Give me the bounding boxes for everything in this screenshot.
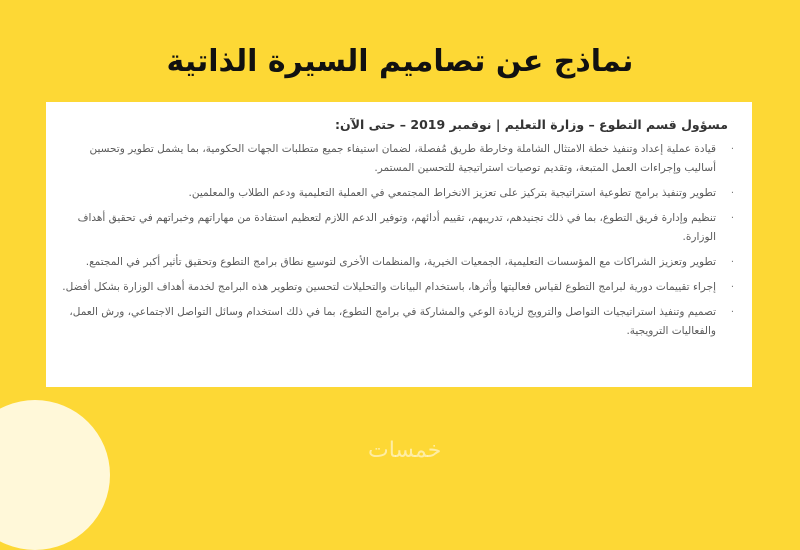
list-item-text: إجراء تقييمات دورية لبرامج التطوع لقياس فعاليتها وأثرها، باستخدام البيانات والتحليلات لتحسين وتطوير هذه البرامج لخدمة أهداف الوزارة بشكل أفضل.: [62, 281, 716, 293]
responsibilities-list: [60, 140, 734, 341]
list-item: [60, 303, 734, 341]
bullet-icon: ·: [730, 213, 734, 224]
list-item: [60, 140, 734, 178]
bullet-icon: ·: [730, 282, 734, 293]
list-item-text: تنظيم وإدارة فريق التطوع، بما في ذلك تجنيدهم، تدريبهم، تقييم أدائهم، وتوفير الدعم اللازم لتعظيم استفادة من مهاراتهم وخبراتهم في تحقيق أهداف الوزارة.: [77, 212, 716, 243]
job-heading: مسؤول قسم التطوع – وزارة التعليم | نوفمبر 2019 – حتى الآن:: [335, 117, 728, 132]
bullet-icon: ·: [730, 188, 734, 199]
list-item-text: قيادة عملية إعداد وتنفيذ خطة الامتثال الشاملة وخارطة طريق مُفصلة، لضمان استيفاء جميع متطلبات الجهات الحكومية، بما يشمل تطوير وتحسين أساليب وإجراءات العمل المتبعة، وتقديم توصيات استراتيجية للتحسين المستمر.: [89, 143, 716, 174]
list-item-text: تطوير وتنفيذ برامج تطوعية استراتيجية بتركيز على تعزيز الانخراط المجتمعي في العملية التعليمية ودعم الطلاب والمعلمين.: [188, 187, 716, 199]
list-item: [60, 184, 734, 203]
list-item-text: تصميم وتنفيذ استراتيجيات التواصل والترويج لزيادة الوعي والمشاركة في برامج التطوع، بما في ذلك استخدام وسائل التواصل الاجتماعي، ورش العمل، والفعاليات الترويجية.: [69, 306, 716, 337]
page-title: نماذج عن تصاميم السيرة الذاتية: [166, 44, 634, 79]
list-item-text: تطوير وتعزيز الشراكات مع المؤسسات التعليمية، الجمعيات الخيرية، والمنظمات الأخرى لتوسيع نطاق برامج التطوع وتحقيق تأثير أكبر في المجتمع.: [85, 256, 716, 268]
decorative-circle: [0, 400, 110, 550]
cv-sample-card: [46, 102, 752, 387]
bullet-icon: ·: [730, 257, 734, 268]
list-item: [60, 278, 734, 297]
bullet-icon: ·: [730, 144, 734, 155]
list-item: [60, 209, 734, 247]
list-item: [60, 253, 734, 272]
watermark-logo: خمسات: [368, 438, 442, 463]
bullet-icon: ·: [730, 307, 734, 318]
